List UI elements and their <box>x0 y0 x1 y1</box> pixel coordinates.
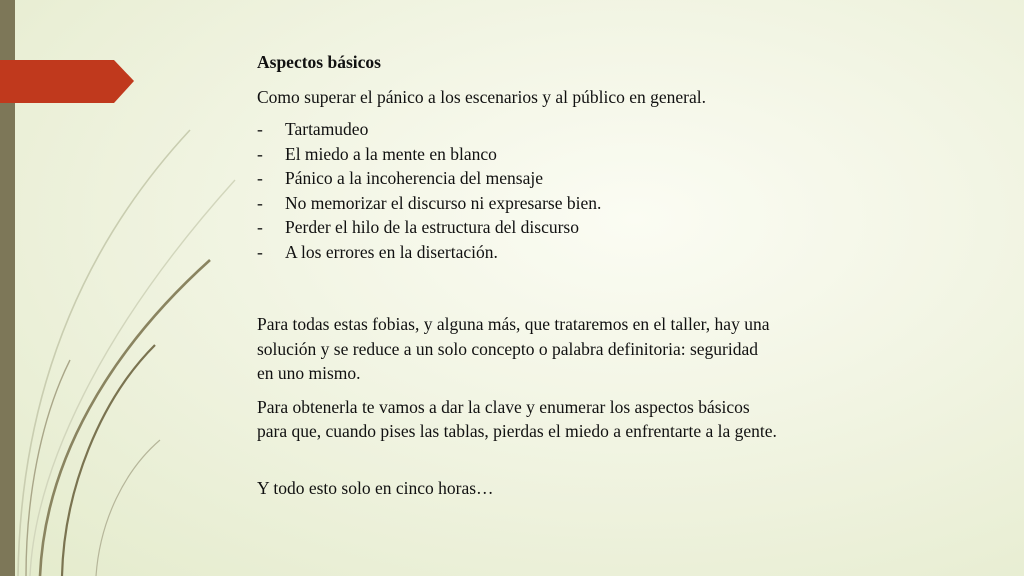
paragraph-solution: Para todas estas fobias, y alguna más, que trataremos en el taller, hay una solución y se reduce a un solo concepto o palabra definitoria: seguridad en uno mismo. <box>257 314 770 383</box>
paragraph-closing: Y todo esto solo en cinco horas… <box>257 477 494 498</box>
fears-list <box>257 117 777 264</box>
list-item-text: El miedo a la mente en blanco <box>285 143 497 164</box>
list-item <box>257 142 777 167</box>
stem-4 <box>62 345 155 576</box>
list-item <box>257 166 777 191</box>
stem-2 <box>30 180 235 576</box>
list-item <box>257 117 777 142</box>
dash-bullet: - <box>257 168 263 188</box>
stem-1 <box>18 130 190 576</box>
list-item <box>257 191 777 216</box>
intro-text: Como superar el pánico a los escenarios y al público en general. <box>257 86 707 107</box>
slide-title: Aspectos básicos <box>257 52 381 72</box>
decorative-plant-stems <box>0 0 260 576</box>
dash-bullet: - <box>257 119 263 139</box>
slide-content <box>257 50 777 500</box>
list-item-text: Tartamudeo <box>285 119 369 139</box>
list-item-text: Perder el hilo de la estructura del discurso <box>285 217 579 237</box>
dash-bullet: - <box>257 143 263 164</box>
paragraph-key: Para obtenerla te vamos a dar la clave y enumerar los aspectos básicos para que, cuando pises las tablas, pierdas el miedo a enfrentarte a la gente. <box>257 396 777 441</box>
stem-6 <box>96 440 160 576</box>
list-item-text: No memorizar el discurso ni expresarse bien. <box>285 192 602 213</box>
list-item <box>257 240 777 265</box>
list-item-text: Pánico a la incoherencia del mensaje <box>285 168 544 188</box>
dash-bullet: - <box>257 192 263 213</box>
dash-bullet: - <box>257 217 263 237</box>
dash-bullet: - <box>257 241 263 262</box>
list-item-text: A los errores en la disertación. <box>285 241 498 262</box>
list-item <box>257 215 777 240</box>
